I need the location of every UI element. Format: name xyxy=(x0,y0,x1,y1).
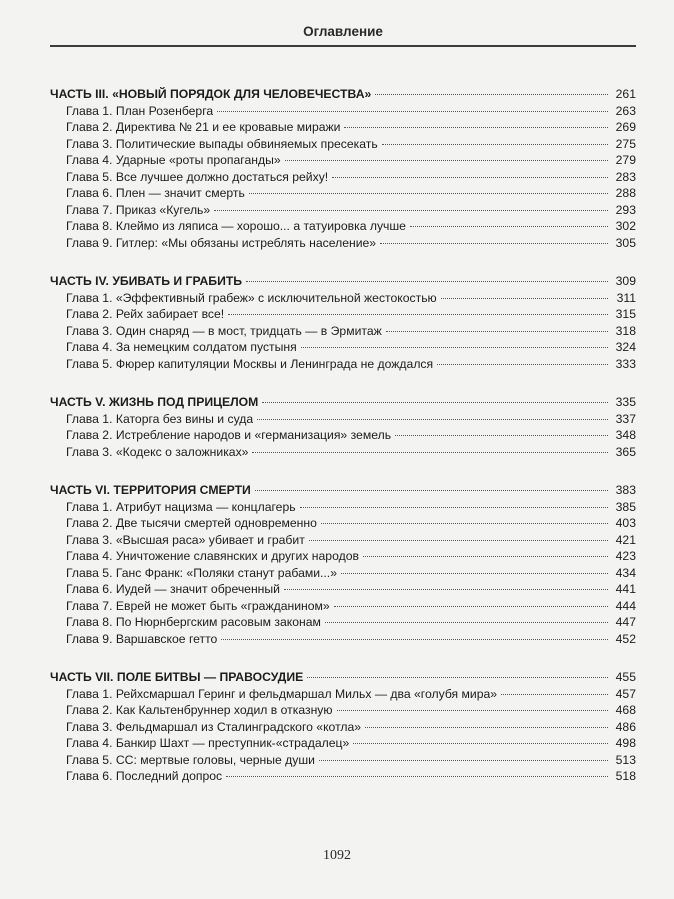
toc-chapter-entry xyxy=(50,581,636,598)
chapter-page-number: 518 xyxy=(615,769,636,783)
chapter-page-number: 403 xyxy=(615,516,636,530)
dot-leader xyxy=(228,314,608,315)
toc-chapter-entry xyxy=(50,119,636,136)
dot-leader xyxy=(252,452,608,453)
toc-chapter-entry xyxy=(50,185,636,202)
dot-leader xyxy=(341,573,608,574)
part-title: ЧАСТЬ V. ЖИЗНЬ ПОД ПРИЦЕЛОМ xyxy=(50,395,259,409)
toc-chapter-entry xyxy=(50,614,636,631)
toc-part-block xyxy=(50,669,636,785)
chapter-page-number: 302 xyxy=(615,219,636,233)
chapter-page-number: 333 xyxy=(615,356,636,371)
chapter-title: Глава 1. План Розенберга xyxy=(66,103,214,118)
toc-part-heading xyxy=(50,394,636,411)
chapter-page-number: 318 xyxy=(615,323,636,338)
toc-chapter-entry xyxy=(50,218,636,235)
toc-part-heading xyxy=(50,86,636,103)
chapter-title: Глава 1. Каторга без вины и суда xyxy=(66,411,254,426)
chapter-title: Глава 3. «Высшая раса» убивает и грабит xyxy=(66,532,305,547)
chapter-page-number: 486 xyxy=(615,719,636,734)
part-title: ЧАСТЬ IV. УБИВАТЬ И ГРАБИТЬ xyxy=(50,274,243,288)
chapter-page-number: 324 xyxy=(615,340,636,354)
dot-leader xyxy=(334,606,608,607)
dot-leader xyxy=(365,727,608,728)
page-header-title: Оглавление xyxy=(303,24,383,39)
dot-leader xyxy=(501,694,608,695)
chapter-page-number: 337 xyxy=(615,411,636,426)
toc-chapter-entry xyxy=(50,427,636,444)
dot-leader xyxy=(217,111,608,112)
toc-part-block xyxy=(50,482,636,647)
chapter-page-number: 434 xyxy=(615,565,636,580)
dot-leader xyxy=(382,144,608,145)
dot-leader xyxy=(410,226,608,227)
chapter-title: Глава 5. Все лучшее должно достаться рейху! xyxy=(66,169,329,184)
toc-chapter-entry xyxy=(50,202,636,219)
toc-chapter-entry xyxy=(50,702,636,719)
part-page-number: 335 xyxy=(615,395,636,409)
chapter-page-number: 311 xyxy=(616,290,636,305)
toc-chapter-entry xyxy=(50,152,636,169)
chapter-page-number: 385 xyxy=(615,499,636,514)
dot-leader xyxy=(380,243,608,244)
chapter-page-number: 457 xyxy=(615,686,636,701)
chapter-title: Глава 3. Политические выпады обвиняемых пресекать xyxy=(66,136,378,151)
dot-leader xyxy=(337,710,608,711)
dot-leader xyxy=(307,677,608,678)
page-number: 1092 xyxy=(323,848,351,863)
dot-leader xyxy=(363,556,608,557)
chapter-page-number: 288 xyxy=(615,186,636,200)
part-page-number: 261 xyxy=(615,87,636,101)
chapter-page-number: 283 xyxy=(615,169,636,184)
chapter-page-number: 263 xyxy=(615,103,636,118)
toc-chapter-entry xyxy=(50,444,636,461)
chapter-title: Глава 3. «Кодекс о заложниках» xyxy=(66,444,249,459)
chapter-page-number: 269 xyxy=(615,120,636,134)
dot-leader xyxy=(284,589,608,590)
chapter-title: Глава 8. Клеймо из ляписа — хорошо... а татуировка лучше xyxy=(66,219,406,233)
part-title: ЧАСТЬ VI. ТЕРРИТОРИЯ СМЕРТИ xyxy=(50,483,251,497)
chapter-title: Глава 4. Ударные «роты пропаганды» xyxy=(66,153,281,167)
dot-leader xyxy=(301,347,608,348)
part-title: ЧАСТЬ III. «НОВЫЙ ПОРЯДОК ДЛЯ ЧЕЛОВЕЧЕСТВА» xyxy=(50,87,372,101)
chapter-page-number: 447 xyxy=(615,615,636,629)
chapter-page-number: 348 xyxy=(615,428,636,442)
chapter-page-number: 468 xyxy=(615,703,636,717)
chapter-title: Глава 8. По Нюрнбергским расовым законам xyxy=(66,615,321,629)
dot-leader xyxy=(246,281,608,282)
toc-chapter-entry xyxy=(50,686,636,703)
chapter-page-number: 305 xyxy=(615,235,636,250)
chapter-page-number: 293 xyxy=(615,202,636,217)
toc-chapter-entry xyxy=(50,768,636,785)
toc-chapter-entry xyxy=(50,356,636,373)
chapter-title: Глава 3. Один снаряд — в мост, тридцать — в Эрмитаж xyxy=(66,323,382,338)
toc-chapter-entry xyxy=(50,631,636,648)
chapter-title: Глава 6. Иудей — значит обреченный xyxy=(66,582,280,596)
toc-chapter-entry xyxy=(50,235,636,252)
chapter-title: Глава 2. Директива № 21 и ее кровавые миражи xyxy=(66,120,341,134)
chapter-title: Глава 2. Две тысячи смертей одновременно xyxy=(66,516,317,530)
dot-leader xyxy=(257,419,608,420)
dot-leader xyxy=(321,523,608,524)
toc-chapter-entry xyxy=(50,499,636,516)
dot-leader xyxy=(386,331,608,332)
table-of-contents xyxy=(50,86,636,807)
toc-chapter-entry xyxy=(50,411,636,428)
part-title: ЧАСТЬ VII. ПОЛЕ БИТВЫ — ПРАВОСУДИЕ xyxy=(50,670,304,684)
toc-chapter-entry xyxy=(50,339,636,356)
chapter-title: Глава 1. «Эффективный грабеж» с исключительной жестокостью xyxy=(66,290,437,305)
dot-leader xyxy=(300,507,608,508)
chapter-page-number: 441 xyxy=(615,582,636,596)
dot-leader xyxy=(309,540,608,541)
dot-leader xyxy=(325,622,608,623)
chapter-title: Глава 4. Банкир Шахт — преступник-«страдалец» xyxy=(66,736,350,750)
chapter-title: Глава 2. Как Кальтенбруннер ходил в отказную xyxy=(66,703,333,717)
toc-chapter-entry xyxy=(50,719,636,736)
toc-part-block xyxy=(50,394,636,460)
toc-chapter-entry xyxy=(50,548,636,565)
toc-chapter-entry xyxy=(50,565,636,582)
chapter-title: Глава 9. Гитлер: «Мы обязаны истреблять население» xyxy=(66,235,377,250)
chapter-title: Глава 4. Уничтожение славянских и других народов xyxy=(66,549,359,563)
chapter-page-number: 452 xyxy=(615,631,636,646)
dot-leader xyxy=(353,743,608,744)
chapter-title: Глава 1. Рейхсмаршал Геринг и фельдмаршал Мильх — два «голубя мира» xyxy=(66,686,498,701)
chapter-title: Глава 5. Ганс Франк: «Поляки станут рабами...» xyxy=(66,565,337,580)
dot-leader xyxy=(441,298,608,299)
dot-leader xyxy=(214,210,608,211)
chapter-title: Глава 5. Фюрер капитуляции Москвы и Ленинграда не дождался xyxy=(66,356,434,371)
dot-leader xyxy=(375,94,608,95)
toc-chapter-entry xyxy=(50,136,636,153)
chapter-title: Глава 3. Фельдмаршал из Сталинградского «котла» xyxy=(66,719,362,734)
part-page-number: 383 xyxy=(615,483,636,497)
dot-leader xyxy=(255,490,608,491)
dot-leader xyxy=(437,364,608,365)
toc-chapter-entry xyxy=(50,323,636,340)
toc-chapter-entry xyxy=(50,515,636,532)
dot-leader xyxy=(319,760,608,761)
toc-chapter-entry xyxy=(50,598,636,615)
toc-chapter-entry xyxy=(50,103,636,120)
part-page-number: 455 xyxy=(615,670,636,684)
chapter-page-number: 275 xyxy=(615,136,636,151)
chapter-page-number: 444 xyxy=(615,598,636,613)
toc-chapter-entry xyxy=(50,306,636,323)
toc-chapter-entry xyxy=(50,290,636,307)
toc-chapter-entry xyxy=(50,735,636,752)
toc-part-block xyxy=(50,86,636,251)
chapter-page-number: 513 xyxy=(615,752,636,767)
dot-leader xyxy=(395,435,608,436)
chapter-title: Глава 2. Истребление народов и «германизация» земель xyxy=(66,428,392,442)
toc-part-heading xyxy=(50,273,636,290)
chapter-page-number: 365 xyxy=(615,444,636,459)
chapter-title: Глава 5. СС: мертвые головы, черные души xyxy=(66,752,315,767)
chapter-page-number: 423 xyxy=(615,549,636,563)
toc-part-heading xyxy=(50,669,636,686)
dot-leader xyxy=(285,160,608,161)
toc-part-heading xyxy=(50,482,636,499)
dot-leader xyxy=(221,639,608,640)
chapter-title: Глава 9. Варшавское гетто xyxy=(66,631,218,646)
header-rule xyxy=(50,45,636,47)
toc-chapter-entry xyxy=(50,532,636,549)
dot-leader xyxy=(262,402,608,403)
chapter-title: Глава 7. Приказ «Кугель» xyxy=(66,202,211,217)
chapter-title: Глава 4. За немецким солдатом пустыня xyxy=(66,340,297,354)
chapter-title: Глава 6. Последний допрос xyxy=(66,769,223,783)
chapter-page-number: 421 xyxy=(615,532,636,547)
chapter-title: Глава 6. Плен — значит смерть xyxy=(66,186,245,200)
toc-part-block xyxy=(50,273,636,372)
chapter-page-number: 315 xyxy=(615,307,636,321)
dot-leader xyxy=(249,193,608,194)
part-page-number: 309 xyxy=(615,274,636,288)
dot-leader xyxy=(344,127,608,128)
dot-leader xyxy=(332,177,608,178)
chapter-page-number: 498 xyxy=(615,736,636,750)
toc-chapter-entry xyxy=(50,169,636,186)
dot-leader xyxy=(226,776,608,777)
chapter-title: Глава 2. Рейх забирает все! xyxy=(66,307,225,321)
toc-chapter-entry xyxy=(50,752,636,769)
chapter-page-number: 279 xyxy=(615,153,636,167)
chapter-title: Глава 1. Атрибут нацизма — концлагерь xyxy=(66,499,296,514)
chapter-title: Глава 7. Еврей не может быть «гражданином» xyxy=(66,598,330,613)
